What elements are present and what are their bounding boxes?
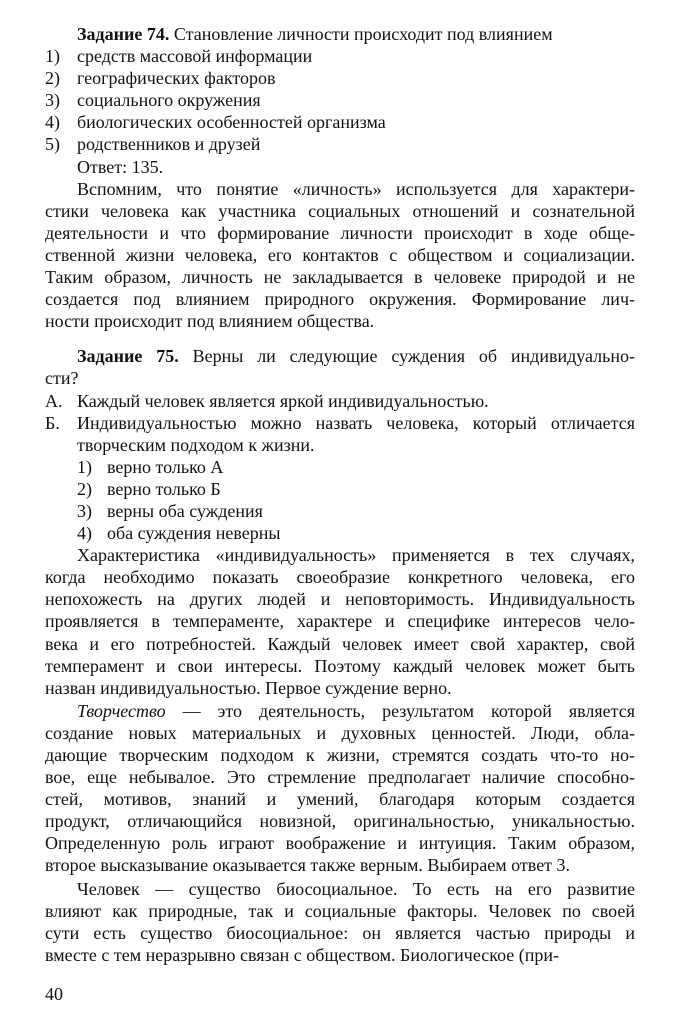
paragraph-line — [45, 744, 635, 766]
page-number: 40 — [45, 984, 63, 1004]
paragraph-line — [45, 655, 635, 677]
line-text: вместе с тем неразрывно связан с обществом. Биологическое (при- — [45, 944, 560, 965]
answer-option — [45, 522, 635, 544]
option-number: 4) — [77, 523, 92, 544]
option-text: биологических особенностей организма — [77, 112, 386, 133]
line-text: века и его потребностей. Каждый человек имеет свой характер, свой — [45, 633, 635, 654]
line-text: сути есть существо биосоциальное: он является частью природы и — [45, 922, 635, 943]
paragraph-line — [45, 854, 635, 876]
explanation-line: ственной жизни человека, его контактов с обществом и социализации. — [45, 244, 635, 265]
option-text: социального окружения — [77, 90, 261, 111]
paragraph-line — [45, 810, 635, 832]
line-text: вое, еще небывалое. Это стремление предполагает наличие способно- — [45, 767, 635, 788]
paragraph-line — [45, 566, 635, 588]
task-74-question — [45, 23, 635, 45]
answer-option — [45, 133, 635, 155]
explanation-line: деятельности и что формирование личности происходит в ходе обще- — [45, 222, 635, 243]
statement-line — [45, 412, 635, 434]
explanation-line: Вспомним, что понятие «личность» используется для характери- — [77, 178, 635, 199]
statement-line — [45, 434, 635, 456]
option-text: родственников и друзей — [77, 134, 261, 155]
paragraph-line — [45, 944, 635, 966]
section-gap — [45, 332, 635, 345]
task-75-question — [45, 367, 635, 389]
line-text: Характеристика «индивидуальность» применяется в тех случаях, — [77, 545, 635, 566]
option-text: средств массовой информации — [77, 46, 313, 67]
answer-option — [45, 67, 635, 89]
line-text: темперамент и свои интересы. Поэтому каждый человек может быть — [45, 655, 635, 676]
answer-option — [45, 89, 635, 111]
explanation-line: стики человека как участника социальных отношений и сознательной — [45, 200, 635, 221]
line-text: назван индивидуальностью. Первое суждение верно. — [45, 677, 452, 698]
line-text: продукт, отличающийся новизной, оригинальностью, уникальностью. — [45, 811, 635, 832]
task-label: Задание 75. — [77, 346, 179, 367]
statement-letter: А. — [45, 390, 63, 411]
line-text: когда необходимо показать своеобразие конкретного человека, его — [45, 567, 635, 588]
line-text: проявляется в темпераменте, характере и специфике интересов чело- — [45, 611, 635, 632]
answer-option — [45, 111, 635, 133]
paragraph-line — [45, 700, 635, 722]
paragraph-line — [45, 900, 635, 922]
paragraph-line — [45, 788, 635, 810]
option-number: 4) — [45, 112, 60, 133]
question-text: Верны ли следующие суждения об индивидуально- — [192, 346, 635, 367]
option-number: 2) — [77, 478, 92, 499]
option-text: географических факторов — [77, 68, 276, 89]
option-number: 3) — [45, 90, 60, 111]
option-text: верно только А — [107, 456, 224, 477]
statement-text: Индивидуальностью можно назвать человека, который отличается — [77, 412, 635, 433]
explanation-line: Таким образом, личность не закладывается в человеке природой и не — [45, 267, 635, 288]
paragraph-line — [45, 878, 635, 900]
paragraph-line — [45, 832, 635, 854]
explanation-line: создается под влиянием природного окружения. Формирование лич- — [45, 289, 635, 310]
paragraph-line — [45, 722, 635, 744]
answer-option — [45, 500, 635, 522]
paragraph-line — [45, 588, 635, 610]
paragraph-line — [45, 766, 635, 788]
line-text: создание новых материальных и духовных ценностей. Люди, обла- — [45, 722, 635, 743]
line-text: непохожесть на других людей и неповторимость. Индивидуальность — [45, 589, 635, 610]
paragraph-line — [45, 633, 635, 655]
option-number: 1) — [77, 456, 92, 477]
option-text: верны оба суждения — [107, 500, 263, 521]
line-text: — это деятельность, результатом которой является — [182, 700, 635, 721]
paragraph-line — [45, 922, 635, 944]
page-content — [45, 23, 635, 966]
line-text: влияют как природные, так и социальные факторы. Человек по своей — [45, 900, 635, 921]
answer-option — [45, 456, 635, 478]
option-text: оба суждения неверны — [107, 523, 281, 544]
line-text: стей, мотивов, знаний и умений, благодаря которым создается — [45, 789, 635, 810]
answer-line: Ответ: 135. — [77, 156, 164, 177]
paragraph-line — [45, 544, 635, 566]
statement-letter: Б. — [45, 412, 60, 433]
task-75-question — [45, 345, 635, 367]
option-number: 1) — [45, 46, 60, 67]
paragraph-line — [45, 610, 635, 632]
option-text: верно только Б — [107, 478, 221, 499]
question-text: сти? — [45, 368, 79, 389]
answer-option — [45, 45, 635, 67]
option-number: 5) — [45, 134, 60, 155]
statement-letter — [45, 434, 77, 456]
answer-option — [45, 478, 635, 500]
line-text: Человек — существо биосоциальное. То есть на его развитие — [77, 878, 635, 899]
line-text: Определенную роль играют воображение и интуиция. Таким образом, — [45, 833, 635, 854]
question-text: Становление личности происходит под влиянием — [173, 24, 553, 44]
option-number: 3) — [77, 500, 92, 521]
task-label: Задание 74. — [77, 24, 170, 44]
italic-term: Творчество — [77, 700, 166, 721]
explanation-line: ности происходит под влиянием общества. — [45, 311, 375, 332]
line-text: дающие творческим подходом к жизни, стремятся создать что-то но- — [45, 745, 635, 765]
paragraph-line — [45, 677, 635, 699]
line-text: второе высказывание оказывается также верным. Выбираем ответ 3. — [45, 855, 571, 876]
option-number: 2) — [45, 68, 60, 89]
statement-text: творческим подходом к жизни. — [77, 434, 315, 455]
statement-line — [45, 390, 635, 412]
statement-text: Каждый человек является яркой индивидуальностью. — [77, 390, 489, 411]
